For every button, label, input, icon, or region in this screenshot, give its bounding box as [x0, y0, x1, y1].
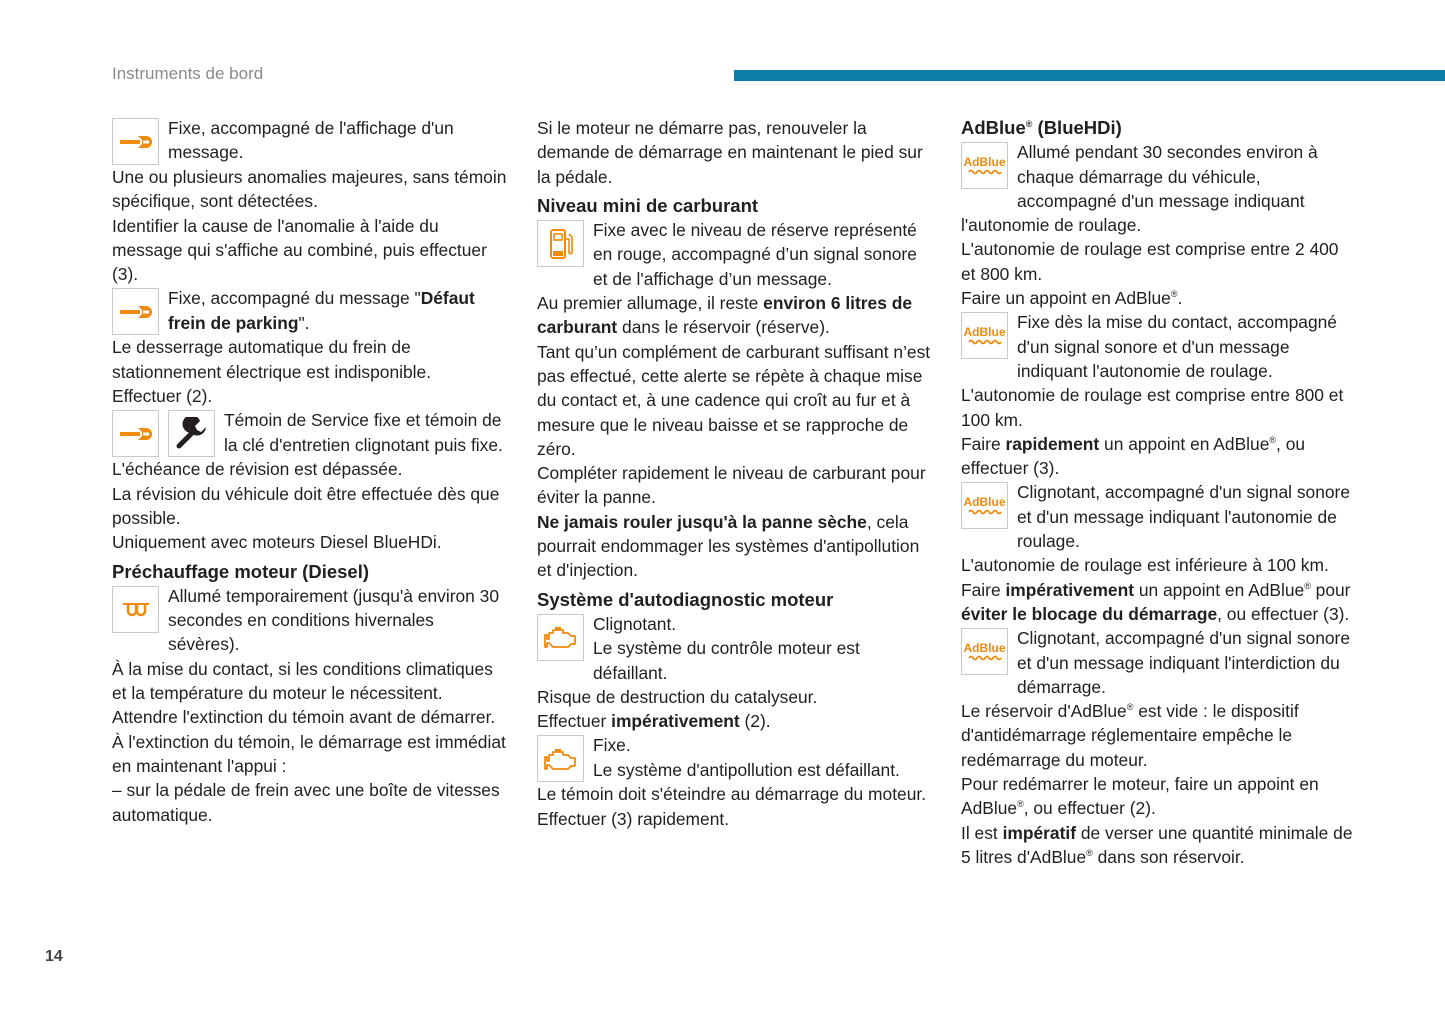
section-heading-adblue: AdBlue® (BlueHDi) — [961, 117, 1122, 138]
wrench-warning-icon — [112, 410, 159, 457]
adblue-block-3 — [961, 480, 1357, 553]
engine-check-icon — [537, 614, 584, 661]
wrench-warning-icon — [112, 118, 159, 165]
paragraph: Faire impérativement un appoint en AdBlue® pour éviter le blocage du démarrage, ou effectuer (3). — [961, 579, 1351, 624]
service-warning-text-3: Témoin de Service fixe et témoin de la clé d'entretien clignotant puis fixe. — [224, 410, 503, 455]
paragraph: Si le moteur ne démarre pas, renouveler la demande de démarrage en maintenant le pied sur la pédale. — [537, 118, 923, 187]
column-1 — [112, 116, 508, 827]
paragraph: À l'extinction du témoin, le démarrage est immédiat en maintenant l'appui : — [112, 731, 506, 776]
adblue-block-4 — [961, 626, 1357, 699]
paragraph: À la mise du contact, si les conditions climatiques et la température du moteur le nécessitent. — [112, 658, 493, 704]
fuel-block — [537, 218, 933, 291]
adblue-text-2: Fixe dès la mise du contact, accompagné d'un signal sonore et d'un message indiquant l'autonomie de roulage. — [1017, 312, 1337, 381]
obd-block-1 — [537, 612, 933, 685]
paragraph: Uniquement avec moteurs Diesel BlueHDi. — [112, 532, 442, 553]
adblue-icon: AdBlue — [961, 482, 1008, 529]
service-warning-block-2 — [112, 286, 508, 335]
paragraph: Le témoin doit s'éteindre au démarrage du moteur. — [537, 784, 927, 805]
wrench-warning-icon — [112, 288, 159, 335]
paragraph: Au premier allumage, il reste environ 6 litres de carburant dans le réservoir (réserve). — [537, 293, 913, 338]
paragraph: Tant qu’un complément de carburant suffisant n’est pas effectué, cette alerte se répète à chaque mise du contact et, à une cadence qui croît au fur et à mesure que le niveau baisse et se rapproche de zéro. — [537, 341, 931, 459]
paragraph: Ne jamais rouler jusqu'à la panne sèche, cela pourrait endommager les systèmes d'antipollution et d'injection. — [537, 511, 920, 581]
paragraph: La révision du véhicule doit être effectuée dès que possible. — [112, 483, 500, 528]
maintenance-wrench-icon — [168, 410, 215, 457]
paragraph: L'autonomie de roulage est comprise entre 800 et 100 km. — [961, 385, 1344, 430]
paragraph: Identifier la cause de l'anomalie à l'aide du message qui s'affiche au combiné, puis effectuer (3). — [112, 215, 487, 285]
paragraph: Effectuer (2). — [112, 386, 213, 407]
service-warning-text-1: Fixe, accompagné de l'affichage d'un message. — [168, 118, 454, 163]
page-header-title: Instruments de bord — [112, 64, 264, 83]
paragraph: L'échéance de révision est dépassée. — [112, 459, 403, 480]
paragraph: Il est impératif de verser une quantité minimale de 5 litres d'AdBlue® dans son réservoir. — [961, 822, 1353, 867]
paragraph: Compléter rapidement le niveau de carburant pour éviter la panne. — [537, 463, 926, 508]
adblue-icon: AdBlue — [961, 312, 1008, 359]
header-accent-bar — [734, 70, 1445, 81]
obd-text-1: Clignotant. Le système du contrôle moteur est défaillant. — [593, 613, 860, 683]
service-warning-block-1 — [112, 116, 508, 165]
section-heading-obd: Système d'autodiagnostic moteur — [537, 588, 834, 610]
section-heading-preheating: Préchauffage moteur (Diesel) — [112, 560, 370, 582]
column-3 — [961, 116, 1357, 869]
paragraph: Effectuer (3) rapidement. — [537, 808, 730, 829]
paragraph: Une ou plusieurs anomalies majeures, sans témoin spécifique, sont détectées. — [112, 167, 507, 212]
paragraph: Risque de destruction du catalyseur. — [537, 686, 818, 707]
paragraph: Le réservoir d'AdBlue® est vide : le dispositif d'antidémarrage réglementaire empêche le redémarrage du moteur. — [961, 701, 1299, 770]
paragraph: L'autonomie de roulage est comprise entre 2 400 et 800 km. — [961, 239, 1339, 284]
fuel-pump-icon — [537, 220, 584, 267]
page-number: 14 — [45, 948, 63, 965]
glow-plug-icon — [112, 586, 159, 633]
engine-check-icon — [537, 735, 584, 782]
paragraph: Faire rapidement un appoint en AdBlue®, ou effectuer (3). — [961, 433, 1306, 479]
adblue-icon: AdBlue — [961, 142, 1008, 189]
paragraph: Attendre l'extinction du témoin avant de démarrer. — [112, 707, 496, 728]
adblue-icon: AdBlue — [961, 628, 1008, 675]
fuel-warning-text: Fixe avec le niveau de réserve représenté en rouge, accompagné d’un signal sonore et de l'affichage d’un message. — [593, 220, 917, 289]
obd-text-2: Fixe. Le système d'antipollution est défaillant. — [593, 735, 900, 780]
paragraph: Le desserrage automatique du frein de stationnement électrique est indisponible. — [112, 337, 432, 382]
preheat-text: Allumé temporairement (jusqu'à environ 30 secondes en conditions hivernales sévères). — [168, 585, 500, 655]
adblue-block-1 — [961, 140, 1357, 237]
adblue-text-3: Clignotant, accompagné d'un signal sonore et d'un message indiquant l'autonomie de roulage. — [1017, 482, 1350, 552]
adblue-text-1: Allumé pendant 30 secondes environ à chaque démarrage du véhicule, accompagné d'un message indiquant l'autonomie de roulage. — [961, 142, 1318, 236]
preheat-block — [112, 584, 508, 657]
adblue-text-4: Clignotant, accompagné d'un signal sonore et d'un message indiquant l'interdiction du démarrage. — [1017, 628, 1350, 697]
paragraph: – sur la pédale de frein avec une boîte de vitesses automatique. — [112, 780, 500, 825]
paragraph: Faire un appoint en AdBlue®. — [961, 288, 1183, 309]
adblue-block-2 — [961, 310, 1357, 383]
paragraph: Pour redémarrer le moteur, faire un appoint en AdBlue®, ou effectuer (2). — [961, 774, 1319, 819]
service-warning-text-2: Fixe, accompagné du message "Défaut frein de parking". — [168, 288, 475, 333]
section-heading-fuel: Niveau mini de carburant — [537, 194, 759, 216]
paragraph: L'autonomie de roulage est inférieure à 100 km. — [961, 555, 1329, 576]
paragraph: Effectuer impérativement (2). — [537, 711, 771, 732]
obd-block-2 — [537, 733, 933, 782]
service-warning-block-3 — [112, 408, 508, 457]
column-2 — [537, 116, 933, 831]
